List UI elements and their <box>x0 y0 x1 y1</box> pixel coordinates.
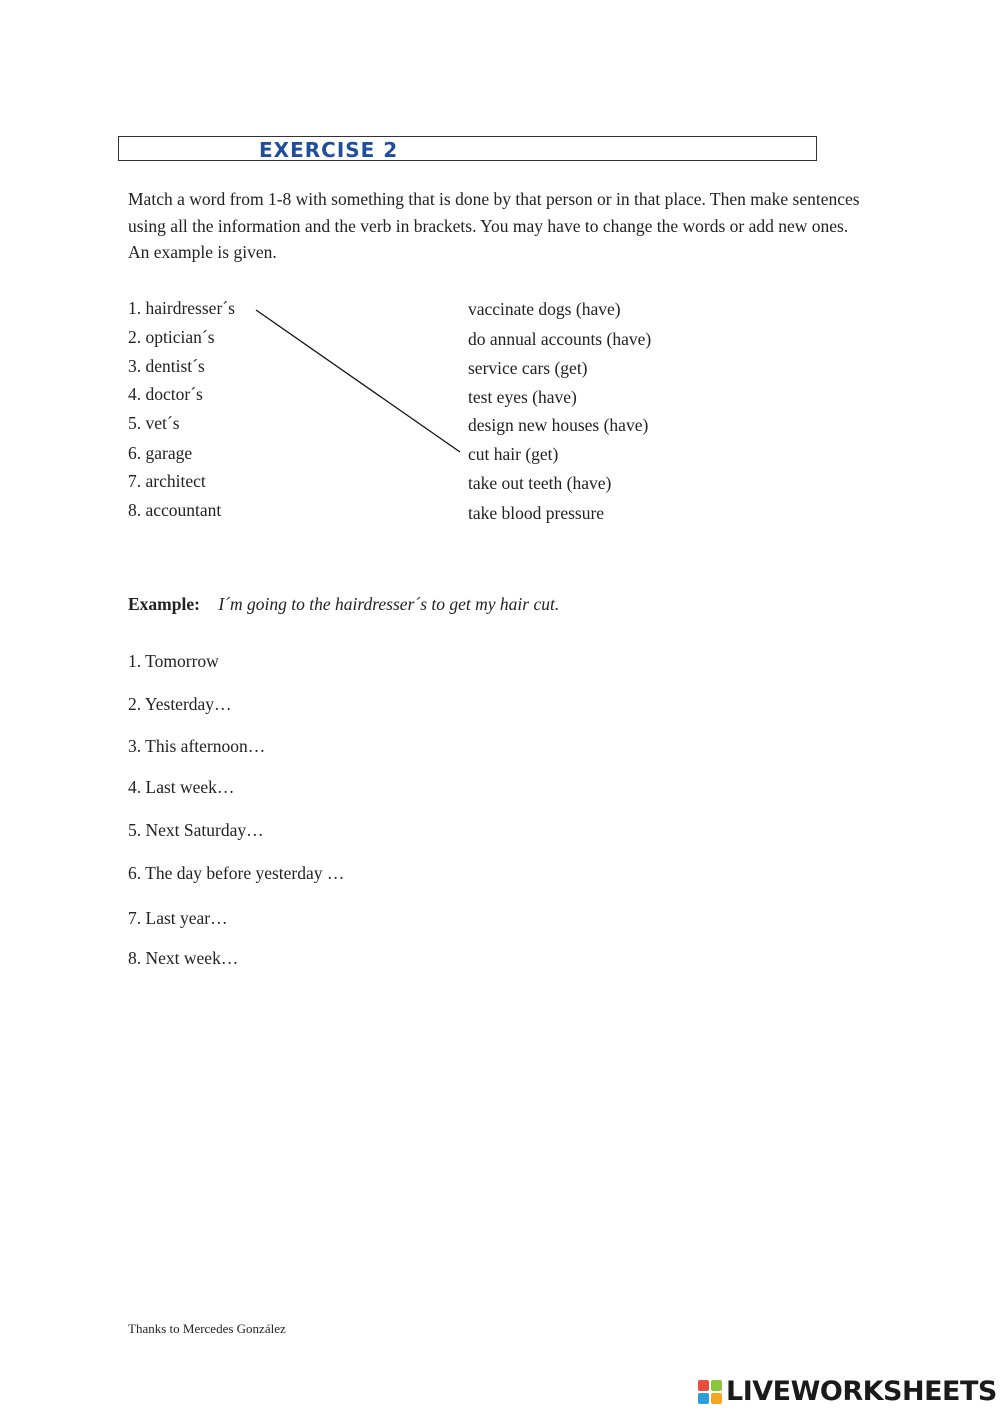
example-label: Example: <box>128 594 200 614</box>
activity-item[interactable]: take out teeth (have) <box>468 473 612 493</box>
prompt-item: 8. Next week… <box>128 948 239 968</box>
prompt-item: 2. Yesterday… <box>128 694 232 714</box>
prompt-item: 3. This afternoon… <box>128 736 266 756</box>
activity-item[interactable]: take blood pressure <box>468 503 605 523</box>
place-item[interactable]: 5. vet´s <box>128 413 180 433</box>
activity-item[interactable]: do annual accounts (have) <box>468 329 652 349</box>
place-item[interactable]: 4. doctor´s <box>128 384 203 404</box>
example-text: I´m going to the hairdresser´s to get my hair cut. <box>218 594 560 614</box>
example-sentence <box>128 594 559 615</box>
place-item[interactable]: 8. accountant <box>128 500 222 520</box>
place-item[interactable]: 1. hairdresser´s <box>128 298 235 318</box>
place-item[interactable]: 3. dentist´s <box>128 356 205 376</box>
activity-item[interactable]: vaccinate dogs (have) <box>468 299 621 319</box>
place-item[interactable]: 6. garage <box>128 443 193 463</box>
place-item[interactable]: 7. architect <box>128 471 206 491</box>
brand-name: LIVEWORKSHEETS <box>726 1376 997 1407</box>
prompt-item: 6. The day before yesterday … <box>128 863 345 883</box>
activity-item[interactable]: design new houses (have) <box>468 415 649 435</box>
place-item[interactable]: 2. optician´s <box>128 327 215 347</box>
prompt-item: 4. Last week… <box>128 777 235 797</box>
activity-item[interactable]: test eyes (have) <box>468 387 577 407</box>
prompt-item: 5. Next Saturday… <box>128 820 264 840</box>
credit-text: Thanks to Mercedes González <box>128 1321 286 1336</box>
activity-item[interactable]: service cars (get) <box>468 358 588 378</box>
prompt-item: 1. Tomorrow <box>128 651 219 671</box>
prompt-item: 7. Last year… <box>128 908 228 928</box>
exercise-title: EXERCISE 2 <box>259 138 399 162</box>
liveworksheets-logo-icon <box>698 1380 722 1404</box>
activity-item[interactable]: cut hair (get) <box>468 444 559 464</box>
instructions: Match a word from 1-8 with something that is done by that person or in that place. Then make sentences using all the information and the verb in brackets. You may have to change the words or add new ones. An example is given. <box>128 189 860 262</box>
liveworksheets-brand[interactable] <box>698 1376 997 1407</box>
